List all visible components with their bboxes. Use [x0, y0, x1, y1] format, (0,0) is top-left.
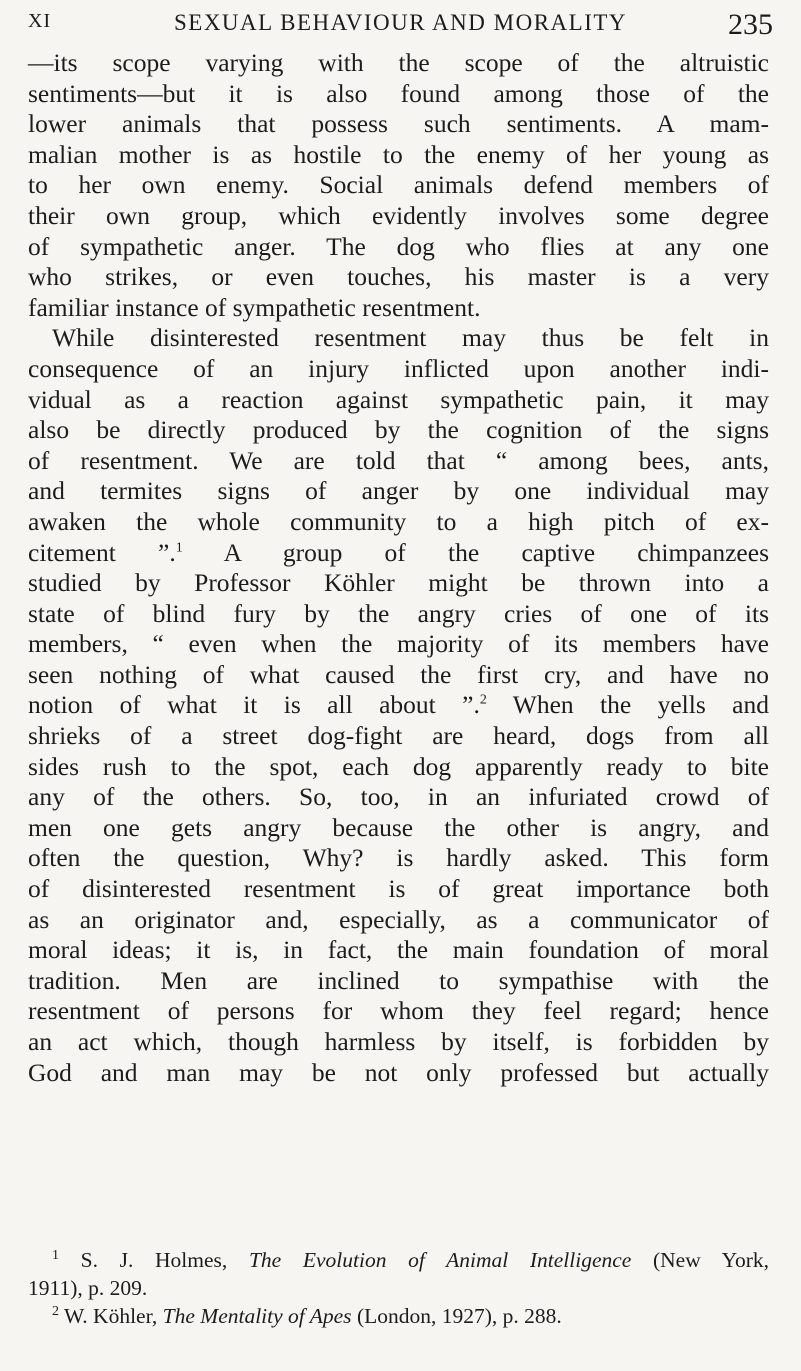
text-line: —its scope varying with the scope of the altruistic: [28, 48, 769, 77]
text-line: malian mother is as hostile to the enemy of her young as: [28, 139, 769, 169]
text-line: sentiments—but it is also found among those of the: [28, 78, 769, 108]
page-number: 235: [728, 8, 773, 41]
footnote-ref-2: 2: [479, 692, 487, 708]
chapter-number: XI: [28, 10, 52, 32]
text-line: state of blind fury by the angry cries of one of its: [28, 598, 769, 628]
text-fragment: When the yells and: [486, 690, 769, 720]
text-line: an act which, though harmless by itself, is forbidden by: [28, 1027, 769, 1056]
footnote-text: (London, 1927), p. 288.: [351, 1304, 562, 1328]
cited-title: The Evolution of Animal Intelligence: [248, 1248, 632, 1272]
text-line: members, “ even when the majority of its members have: [28, 629, 769, 659]
footnote-2: [28, 1302, 769, 1330]
text-line: to her own enemy. Social animals defend members of: [28, 170, 769, 200]
text-line: While disinterested resentment may thus be felt in: [52, 323, 769, 353]
text-fragment: A group of the captive chimpanzees: [182, 537, 769, 567]
text-line: men one gets angry because the other is angry, and: [28, 812, 769, 842]
text-line: as an originator and, especially, as a communicator of: [28, 904, 769, 934]
text-line: of disinterested resentment is of great importance both: [28, 874, 769, 904]
running-title: SEXUAL BEHAVIOUR AND MORALITY: [173, 10, 628, 35]
text-line: [28, 538, 769, 569]
footnote-1-continued: 1911), p. 209.: [28, 1276, 148, 1300]
text-line: any of the others. So, too, in an infuriated crowd of: [28, 782, 769, 812]
text-line: resentment of persons for whom they feel regard; hence: [28, 996, 769, 1026]
text-line: familiar instance of sympathetic resentment.: [28, 292, 481, 322]
text-line: who strikes, or even touches, his master is a very: [28, 262, 769, 292]
footnotes: [28, 1246, 769, 1330]
footnote-mark: 1: [52, 1247, 59, 1263]
text-fragment: notion of what it is all about ”.: [28, 690, 480, 720]
text-line: vidual as a reaction against sympathetic pain, it may: [28, 384, 769, 414]
text-line: tradition. Men are inclined to sympathise with the: [28, 965, 769, 995]
footnote-text: (New York,: [631, 1248, 769, 1272]
text-line: of sympathetic anger. The dog who flies at any one: [28, 231, 769, 261]
cited-title: The Mentality of Apes: [162, 1304, 352, 1328]
text-line: shrieks of a street dog-fight are heard, dogs from all: [28, 721, 769, 751]
text-line: lower animals that possess such sentiments. A mam-: [28, 109, 769, 139]
text-line: their own group, which evidently involves some degree: [28, 200, 769, 230]
text-line: seen nothing of what caused the first cry, and have no: [28, 659, 769, 689]
footnote-ref-1: 1: [175, 540, 183, 555]
text-line: God and man may be not only professed but actually: [28, 1057, 769, 1087]
body-text: [28, 48, 769, 1088]
running-header: [28, 6, 773, 46]
footnote-text: S. J. Holmes,: [59, 1248, 249, 1272]
footnote-mark: 2: [52, 1303, 59, 1319]
footnote-text: W. Köhler,: [59, 1304, 163, 1328]
text-line: studied by Professor Köhler might be thrown into a: [28, 568, 769, 598]
footnote-1: [28, 1246, 769, 1274]
text-line: consequence of an injury inflicted upon another indi-: [28, 353, 769, 383]
text-line: awaken the whole community to a high pitch of ex-: [28, 506, 769, 536]
text-line: often the question, Why? is hardly asked. This form: [28, 843, 769, 873]
text-line: also be directly produced by the cognition of the signs: [28, 415, 769, 445]
text-line: sides rush to the spot, each dog apparently ready to bite: [28, 751, 769, 781]
text-line: moral ideas; it is, in fact, the main foundation of moral: [28, 935, 769, 965]
text-fragment: citement ”.: [28, 537, 176, 567]
text-line: and termites signs of anger by one individual may: [28, 476, 769, 506]
text-line: of resentment. We are told that “ among bees, ants,: [28, 445, 769, 475]
text-line: [28, 690, 769, 721]
